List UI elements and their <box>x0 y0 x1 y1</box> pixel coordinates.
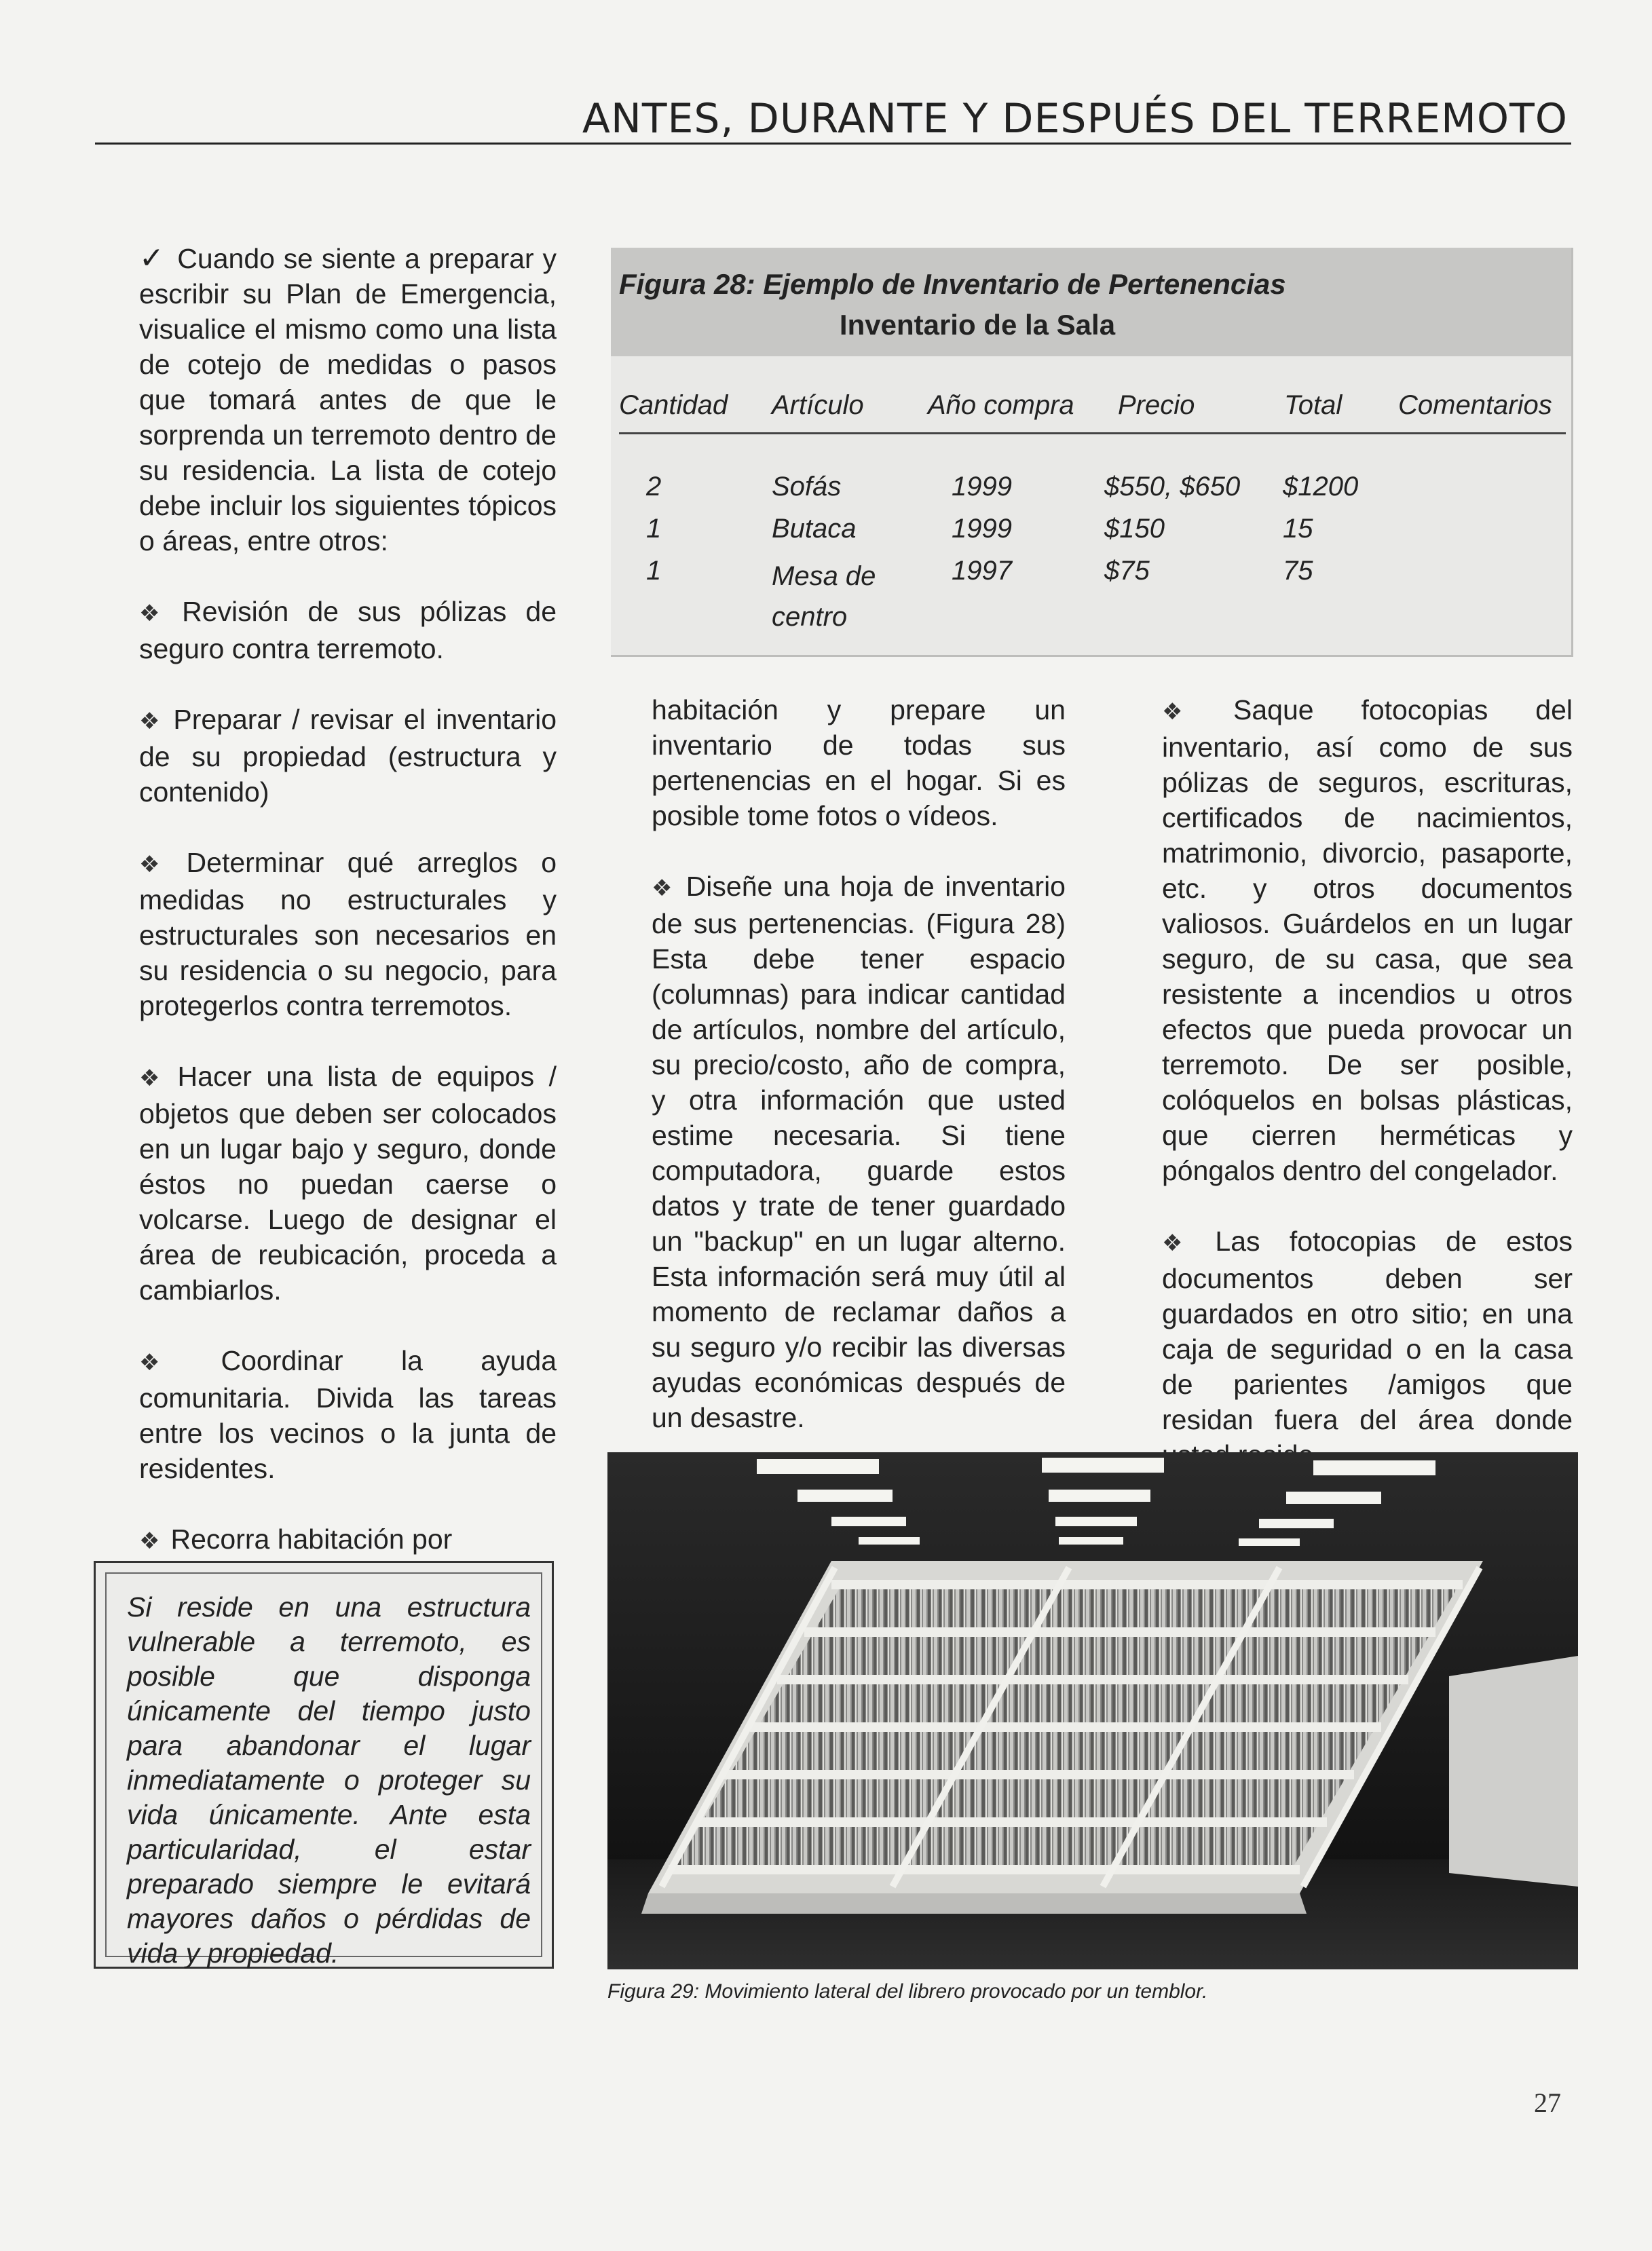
list-item-text: Revisión de sus pólizas de seguro contra terremoto. <box>139 596 557 664</box>
left-column <box>139 241 557 1594</box>
table-cell: 15 <box>1283 514 1313 544</box>
bullet-diamond-icon: ❖ <box>139 1528 160 1554</box>
list-item <box>652 869 1066 1435</box>
list-item-text: Coordinar la ayuda comunitaria. Divida las tareas entre los vecinos o la junta de residentes. <box>139 1345 557 1484</box>
list-item-text: Diseñe una hoja de inventario de sus pertenencias. (Figura 28) Esta debe tener espacio (columnas) para indicar cantidad de artículos, nombre del artículo, su precio/costo, año de compra, y otra información que usted estime necesaria. Si tiene computadora, guarde estos datos y trate de tener guardado un "backup" en un lugar alterno. Esta información será muy útil al momento de reclamar daños a su seguro y/o recibir las diversas ayudas económicas después de un desastre. <box>652 871 1066 1433</box>
figure-title: Figura 28: Ejemplo de Inventario de Pertenencias <box>619 268 1286 300</box>
list-item-text: Hacer una lista de equipos / objetos que deben ser colocados en un lugar bajo y seguro, donde éstos no puedan caerse o volcarse. Luego de designar el área de reubicación, proceda a cambiarlos. <box>139 1061 557 1306</box>
bullet-diamond-icon: ❖ <box>139 601 172 626</box>
list-item <box>1162 692 1573 1188</box>
column-header: Total <box>1284 390 1343 420</box>
table-cell: 1997 <box>952 556 1012 586</box>
check-mark-icon: ✓ <box>139 242 166 275</box>
header-rule <box>95 143 1571 145</box>
column-header: Cantidad <box>619 390 728 420</box>
list-item <box>139 702 557 810</box>
table-cell: 1999 <box>952 472 1012 502</box>
table-cell: $1200 <box>1283 472 1359 502</box>
list-item-text: Preparar / revisar el inventario de su propiedad (estructura y contenido) <box>139 704 557 808</box>
table-cell: Sofás <box>772 472 842 502</box>
callout-box <box>94 1561 554 1969</box>
list-item <box>139 1059 557 1308</box>
column-header: Precio <box>1118 390 1195 420</box>
column-header: Comentarios <box>1398 390 1552 420</box>
bullet-diamond-icon: ❖ <box>139 852 176 877</box>
table-cell: 1 <box>646 556 662 586</box>
list-item <box>139 845 557 1023</box>
paragraph: habitación y prepare un inventario de todas sus pertenencias en el hogar. Si es posible tome fotos o vídeos. <box>652 694 1066 831</box>
middle-column <box>652 692 1066 1471</box>
page-number: 27 <box>1534 2087 1561 2118</box>
list-item <box>1162 1224 1573 1473</box>
bullet-diamond-icon: ❖ <box>1162 1230 1205 1256</box>
table-cell: $75 <box>1104 556 1150 586</box>
list-item-text: Las fotocopias de estos documentos deben ser guardados en otro sitio; en una caja de seguridad o en la casa de parientes /amigos que residan fuera del área donde <box>1162 1226 1573 1435</box>
intro-paragraph <box>139 241 557 559</box>
callout-text: Si reside en una estructura vulnerable a terremoto, es posible que disponga únicamente del tiempo justo para abandonar el lugar inmediatamente o proteger su vida únicamente. Ante esta particularidad, el estar preparado siempre le evitará mayores daños o pérdidas de vida y propiedad. <box>127 1591 531 1969</box>
table-cell: $150 <box>1104 514 1165 544</box>
list-item <box>139 1343 557 1486</box>
running-header: ANTES, DURANTE Y DESPUÉS DEL TERREMOTO <box>582 95 1568 143</box>
table-cell: Mesa de centro <box>772 561 876 632</box>
figure-28-inventory <box>611 248 1573 657</box>
table-cell: Butaca <box>772 514 857 544</box>
table-cell: $550, $650 <box>1104 472 1241 502</box>
bullet-diamond-icon: ❖ <box>1162 699 1222 725</box>
table-cell: 2 <box>646 472 662 502</box>
list-item <box>139 594 557 666</box>
table-rule <box>619 432 1566 434</box>
right-column <box>1162 692 1573 1508</box>
bookshelf-photo <box>607 1452 1578 1969</box>
list-item-text: Saque fotocopias del inventario, así como de sus pólizas de seguros, escrituras, certificados de nacimientos, matrimonio, divorcio, pasaporte, etc. y otros documentos valiosos. Guárdelos en un lugar seguro, de su casa, que sea resistente a incendios u otros efectos que pueda provocar un terremoto. De ser posible, colóquelos en bolsas plásticas, que cierren herméticas y póngalos dentro del congelador. <box>1162 694 1573 1186</box>
figure-subtitle: Inventario de la Sala <box>839 309 1116 341</box>
table-cell: 75 <box>1283 556 1313 586</box>
table-cell: 1 <box>646 514 662 544</box>
bullet-diamond-icon: ❖ <box>652 875 675 901</box>
bullet-diamond-icon: ❖ <box>139 1065 167 1091</box>
bookshelf-photo-illustration <box>607 1452 1578 1969</box>
list-item-text: Recorra habitación por <box>170 1524 453 1555</box>
intro-text: Cuando se siente a preparar y escribir su Plan de Emergencia, visualice el mismo como una lista de cotejo de medidas o pasos que tomará antes de que le sorprenda un terremoto dentro de su residencia. La lista de cotejo debe incluir los siguientes tópicos o áreas, entre otros: <box>139 243 557 556</box>
bullet-diamond-icon: ❖ <box>139 708 163 734</box>
column-header: Artículo <box>772 390 864 420</box>
list-item-text: Determinar qué arreglos o medidas no estructurales y estructurales son necesarios en su residencia o su negocio, para protegerlos contra terremotos. <box>139 847 557 1021</box>
column-header: Año compra <box>928 390 1074 420</box>
table-cell: 1999 <box>952 514 1012 544</box>
figure-caption: Figura 29: Movimiento lateral del librero provocado por un temblor. <box>607 1980 1208 2003</box>
bullet-diamond-icon: ❖ <box>139 1350 210 1376</box>
list-item <box>139 1521 557 1559</box>
